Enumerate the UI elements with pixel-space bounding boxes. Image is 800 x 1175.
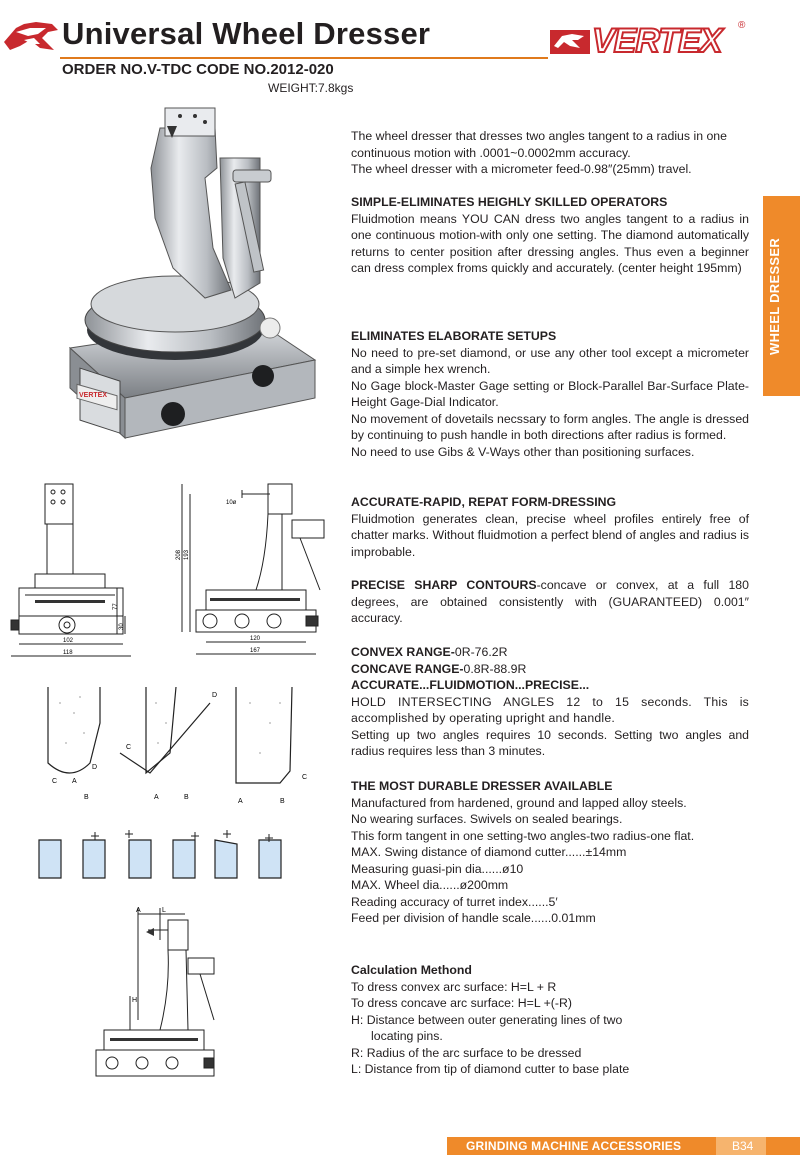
title-underline	[60, 57, 548, 59]
profile-label-a: A	[72, 778, 77, 785]
spec-line: No wearing surfaces. Swivels on sealed bearings.	[351, 812, 623, 826]
eagle-logo-icon	[2, 20, 60, 56]
dim-193: 193	[184, 549, 190, 560]
concave-value: 0.8R-88.9R	[463, 661, 527, 676]
section-ranges	[351, 644, 749, 760]
page-number: B34	[732, 1139, 754, 1153]
dim-208: 208	[176, 549, 182, 560]
profile-label-d: D	[92, 764, 98, 771]
spec-line: Reading accuracy of turret index......5′	[351, 894, 558, 909]
profile-label-c: C	[52, 778, 58, 785]
spec-line: MAX. Wheel dia......ø200mm	[351, 878, 509, 892]
dim-120: 120	[250, 636, 261, 642]
section-para: No Gage block-Master Gage setting or Block-Parallel Bar-Surface Plate-Height Gage-Dial Indicator.	[351, 378, 749, 409]
section-contours	[351, 577, 749, 627]
dim-30: 30	[119, 623, 125, 630]
section-setups	[351, 328, 749, 460]
section-para: Setting up two angles requires 10 seconds. Setting two angles and radius requires less than 3 minutes.	[351, 727, 749, 758]
svg-text:A: A	[238, 798, 243, 805]
section-heading: ELIMINATES ELABORATE SETUPS	[351, 329, 557, 343]
section-heading: ACCURATE-RAPID, REPAT FORM-DRESSING	[351, 495, 617, 509]
section-body: -concave or convex, at a full 180 degrees, are obtained consistently with (GUARANTEED) 0.001″ accuracy.	[351, 578, 749, 625]
calc-label-h: H	[132, 997, 138, 1004]
section-durable	[351, 778, 749, 927]
section-para: No movement of dovetails necssary to form angles. The angle is dressed by continuing to push handle in both directions after radius is formed.	[351, 411, 749, 442]
calc-line: R: Radius of the arc surface to be dressed	[351, 1045, 582, 1060]
calc-line: locating pins.	[371, 1029, 443, 1043]
section-body: Fluidmotion means YOU CAN dress two angles tangent to a radius in one continuous motion-with only one setting. The diamond automatically returns to center position after dressing angles. Thus even a beginner can dress complex froms quickly and accurately. (center height 195mm)	[351, 211, 749, 275]
side-view-drawing	[170, 480, 330, 665]
calc-line: To dress concave arc surface: H=L +(-R)	[351, 996, 572, 1010]
registered-mark: ®	[738, 20, 746, 31]
intro-para-1: The wheel dresser that dresses two angles tangent to a radius in one continuous motion with .0001~0.0002mm accuracy.	[351, 129, 727, 160]
section-tab-label: WHEEL DRESSER	[767, 237, 782, 355]
dim-10-dia: 10ø	[226, 500, 237, 506]
svg-text:B: B	[184, 794, 189, 801]
intro-text	[351, 128, 749, 178]
section-accurate	[351, 494, 749, 560]
footer-section-label: GRINDING MACHINE ACCESSORIES	[466, 1139, 682, 1153]
section-heading: Calculation Methond	[351, 963, 472, 977]
weight: WEIGHT:7.8kgs	[268, 81, 354, 95]
svg-text:D: D	[212, 692, 218, 699]
spec-line: Manufactured from hardened, ground and lapped alloy steels.	[351, 795, 687, 810]
section-heading: PRECISE SHARP CONTOURS	[351, 578, 537, 592]
dim-118: 118	[63, 650, 73, 656]
calc-label-a: A	[136, 907, 141, 914]
section-calculation	[351, 962, 749, 1078]
brand-logo-icon	[550, 28, 590, 56]
photo-label: VERTEX	[79, 392, 108, 399]
intro-para-2: The wheel dresser with a micrometer feed-0.98″(25mm) travel.	[351, 162, 692, 176]
section-para: No need to pre-set diamond, or use any other tool except a micrometer and a simple hex wrench.	[351, 345, 749, 376]
section-body: Fluidmotion generates clean, precise wheel profiles entirely free of chatter marks. Without fluidmotion a perfect blend of angles and radius is improbable.	[351, 511, 749, 559]
section-heading: THE MOST DURABLE DRESSER AVAILABLE	[351, 779, 613, 793]
convex-label: CONVEX RANGE-	[351, 645, 455, 659]
product-photo	[55, 98, 335, 450]
order-code: ORDER NO.V-TDC CODE NO.2012-020	[62, 61, 334, 78]
spec-line: This form tangent in one setting-two angles-two radius-one flat.	[351, 828, 695, 843]
svg-text:C: C	[126, 744, 132, 751]
spec-line: Feed per division of handle scale......0.01mm	[351, 911, 596, 925]
section-simple	[351, 194, 749, 277]
calculation-drawing	[90, 900, 220, 1085]
dim-167: 167	[250, 648, 261, 654]
spec-line: MAX. Swing distance of diamond cutter......±14mm	[351, 845, 627, 859]
svg-text:B: B	[280, 798, 285, 805]
section-heading: ACCURATE...FLUIDMOTION...PRECISE...	[351, 678, 590, 692]
section-para: No need to use Gibs & V-Ways other than positioning surfaces.	[351, 444, 695, 459]
concave-label: CONCAVE RANGE-	[351, 661, 464, 676]
svg-text:A: A	[154, 794, 159, 801]
dim-77: 77	[113, 603, 119, 610]
brand-name: VERTEX	[592, 22, 722, 60]
dressing-shapes-row	[35, 828, 300, 886]
section-para: HOLD INTERSECTING ANGLES 12 to 15 seconds. This is accomplished by operating upright and handle.	[351, 694, 749, 725]
page-title: Universal Wheel Dresser	[62, 16, 431, 51]
svg-text:C: C	[302, 774, 308, 781]
profile-label-b: B	[84, 794, 89, 801]
spec-line: Measuring guasi-pin dia......ø10	[351, 861, 524, 876]
section-heading: SIMPLE-ELIMINATES HEIGHLY SKILLED OPERATORS	[351, 195, 668, 209]
calc-line: H: Distance between outer generating lines of two	[351, 1012, 623, 1027]
calc-line: To dress convex arc surface: H=L + R	[351, 979, 557, 994]
calc-line: L: Distance from tip of diamond cutter to base plate	[351, 1062, 630, 1076]
dim-102: 102	[63, 638, 74, 644]
front-view-drawing	[5, 480, 170, 665]
calc-label-l: L	[162, 907, 166, 914]
convex-value: 0R-76.2R	[454, 645, 508, 659]
profile-diagrams	[40, 683, 315, 808]
